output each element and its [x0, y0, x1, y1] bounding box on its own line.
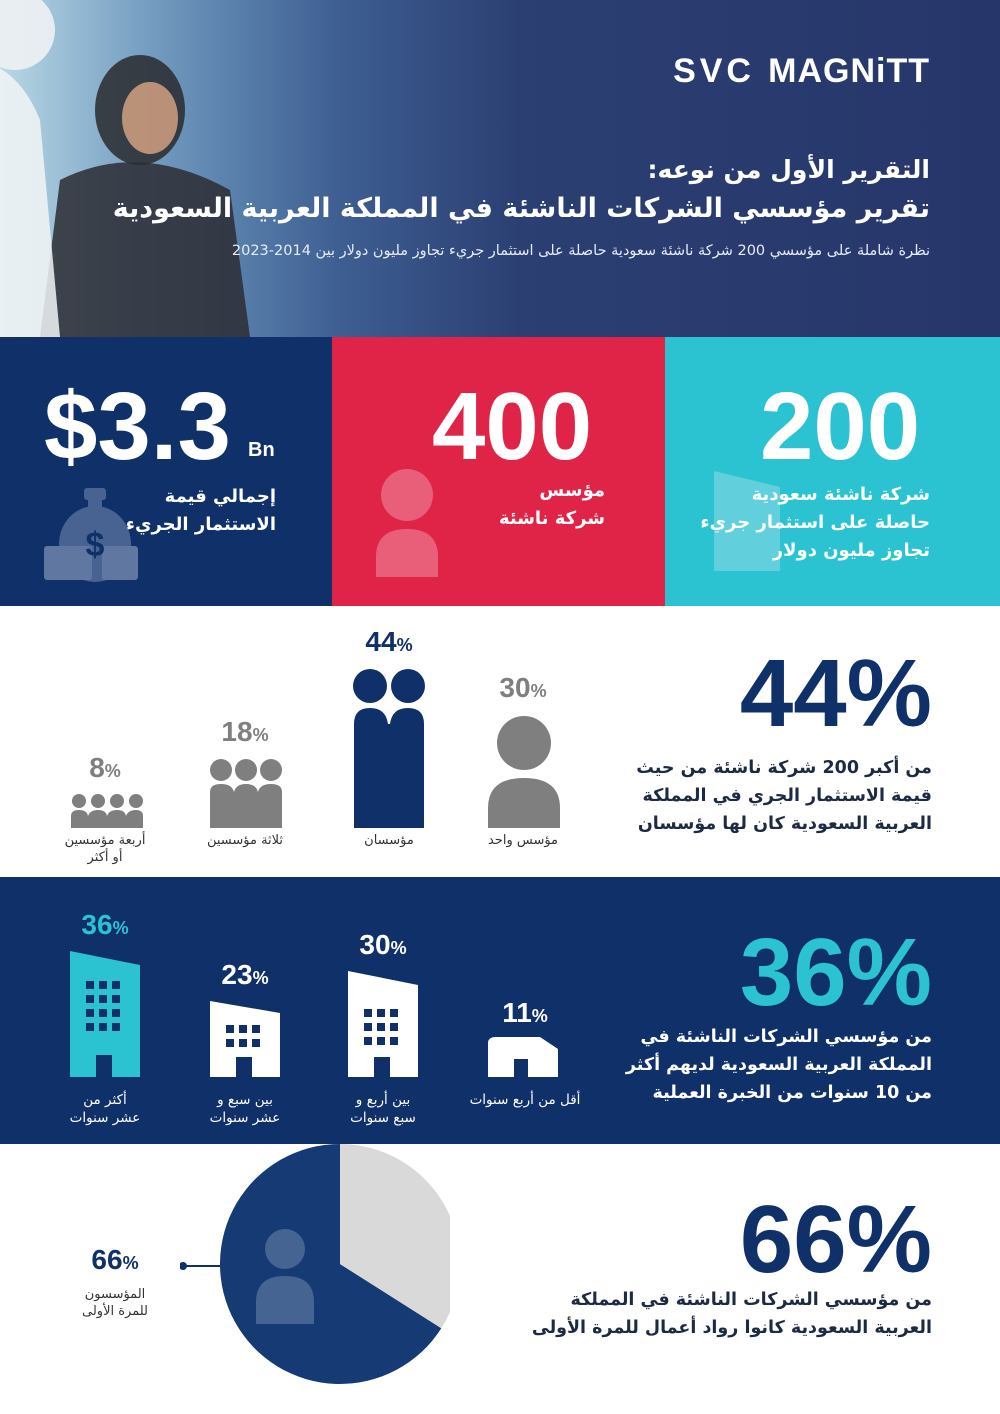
pie-leader-dot: [180, 1262, 187, 1270]
report-kicker: التقرير الأول من نوعه:: [647, 155, 930, 184]
experience-headline: 36%: [739, 919, 932, 1026]
one-founder-icon: [486, 714, 562, 828]
founders-count-headline: 44%: [739, 640, 932, 747]
pie-pct-label: 66%: [91, 1244, 139, 1275]
three-founders-label: ثلاثة مؤسسين: [206, 833, 284, 848]
four-founders-pct: 8%: [89, 752, 121, 783]
startups-value: 200: [760, 373, 921, 480]
exp-under4-building-icon: [488, 1037, 558, 1077]
report-subtitle: نظرة شاملة على مؤسسي 200 شركة ناشئة سعودية حاصلة على استثمار جريء تجاوز مليون دولار بين 2014-2023: [231, 243, 930, 259]
exp-under4-label: أقل من أربع سنوات: [469, 1092, 581, 1108]
money-bag-icon: [40, 482, 140, 587]
header-banner: [0, 0, 1000, 337]
first-time-section: [0, 1144, 1000, 1414]
two-founders-label: مؤسسان: [364, 833, 414, 848]
first-time-description: من مؤسسي الشركات الناشئة في المملكة العربية السعودية كانوا رواد أعمال للمرة الأولى: [531, 1290, 932, 1338]
four-founders-icon: [70, 794, 144, 828]
exp-4to7-pct: 30%: [359, 929, 407, 960]
two-founders-icon: [352, 668, 426, 828]
founders-label: مؤسس شركة ناشئة: [498, 480, 605, 529]
founders-count-section: [0, 606, 1000, 877]
exp-over10-building-icon: [70, 951, 140, 1077]
exp-over10-pct: 36%: [81, 909, 129, 940]
one-founder-label: مؤسس واحد: [487, 833, 559, 848]
exp-4to7-label: بين أربع و سبع سنوات: [350, 1092, 416, 1126]
stat-investment-panel: [0, 337, 332, 606]
first-time-headline: 66%: [739, 1186, 932, 1293]
four-founders-label: أربعة مؤسسين أو أكثر: [64, 833, 146, 865]
first-time-pie-chart: [180, 1124, 450, 1414]
stat-founders-panel: [332, 337, 665, 606]
svc-logo: SVC: [673, 52, 755, 90]
startups-label: شركة ناشئة سعودية حاصلة على استثمار جريء تجاوز مليون دولار: [700, 484, 930, 561]
investment-unit: Bn: [248, 439, 275, 461]
founders-count-description: من أكبر 200 شركة ناشئة من حيث قيمة الاستثمار الجري في المملكة العربية السعودية كان لها مؤسسان: [636, 758, 932, 834]
report-title: تقرير مؤسسي الشركات الناشئة في المملكة العربية السعودية: [112, 193, 930, 224]
exp-7to10-pct: 23%: [221, 959, 269, 990]
pie-category-label: المؤسسون للمرة الأولى: [82, 1287, 148, 1319]
one-founder-pct: 30%: [499, 672, 547, 703]
experience-description: من مؤسسي الشركات الناشئة في المملكة العربية السعودية لديهم أكثر من 10 سنوات من الخبرة العملية: [625, 1027, 932, 1103]
investment-value: $3.3: [44, 373, 231, 480]
founders-value: 400: [432, 373, 593, 480]
experience-section: [0, 877, 1000, 1144]
three-founders-icon: [208, 758, 284, 828]
exp-7to10-label: بين سبع و عشر سنوات: [209, 1092, 281, 1126]
exp-over10-label: أكثر من عشر سنوات: [69, 1092, 141, 1126]
svg-text:$: $: [85, 526, 105, 564]
exp-under4-pct: 11%: [502, 997, 548, 1028]
two-founders-pct: 44%: [365, 626, 413, 657]
exp-7to10-building-icon: [210, 1001, 280, 1077]
person-icon: [372, 467, 442, 579]
exp-4to7-building-icon: [348, 971, 418, 1077]
magnitt-logo: MAGNiTT: [768, 52, 930, 90]
stat-startups-panel: [665, 337, 1000, 606]
investment-label: إجمالي قيمة الاستثمار الجريء: [125, 486, 276, 535]
three-founders-pct: 18%: [221, 716, 269, 747]
